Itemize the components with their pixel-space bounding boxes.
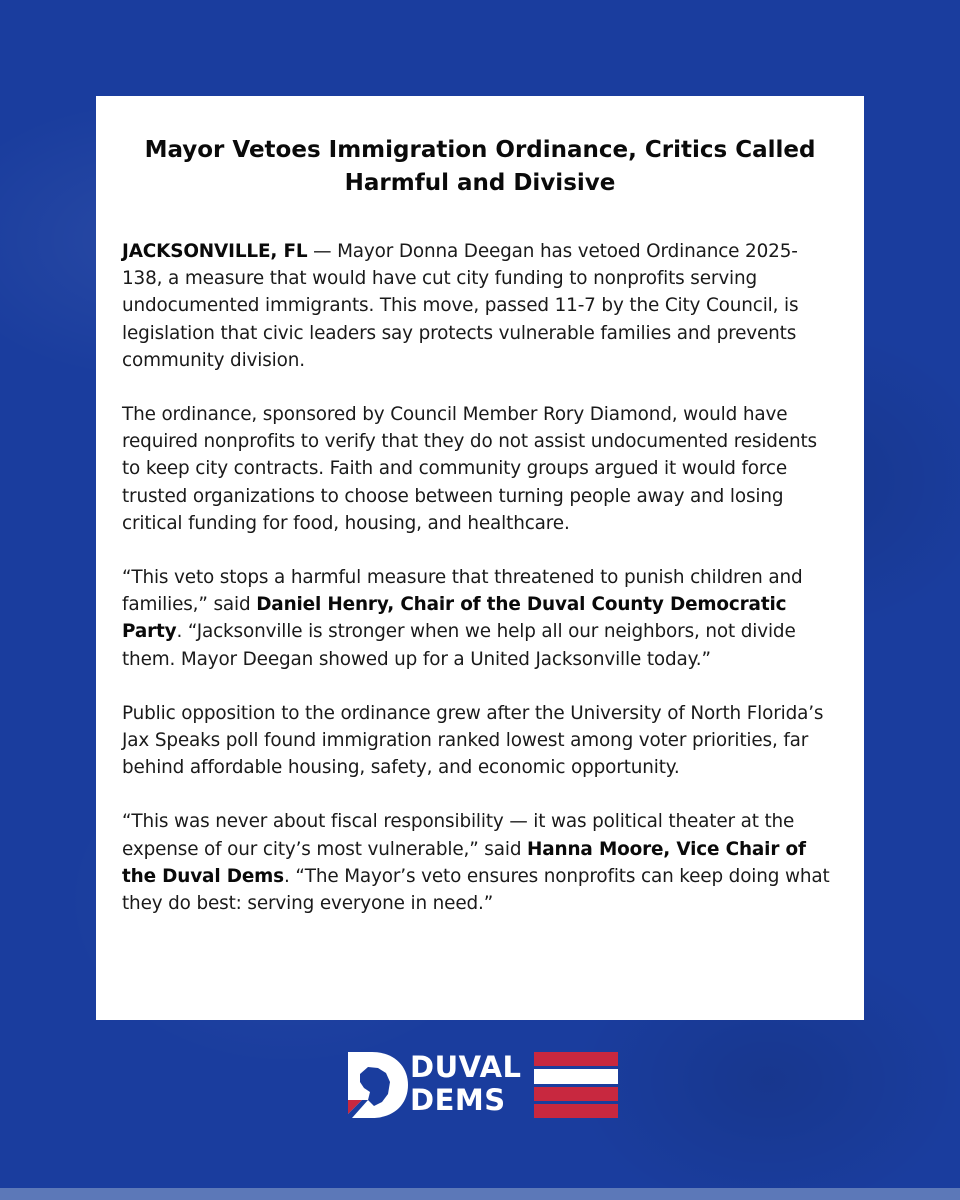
paragraph-5-quote-start: “This was never about fiscal responsibility — it was political theater at the expense of our city’s most vulnerable,” said (122, 811, 795, 860)
paragraph-4 (122, 700, 838, 782)
speaker-hanna-moore: Hanna Moore, Vice Chair of the Duval Dems (122, 838, 806, 887)
striped-flag-icon (534, 1052, 618, 1118)
bottom-strip (0, 1188, 960, 1200)
duval-dems-logo (348, 1052, 618, 1122)
paragraph-2-text: The ordinance, sponsored by Council Member Rory Diamond, would have required nonprofits to verify that they do not assist undocumented residents to keep city contracts. Faith and community groups argued it would force trusted organizations to choose between turning people away and losing critical funding for food, housing, and healthcare. (122, 404, 817, 534)
press-release-card (96, 96, 864, 1020)
paragraph-1 (122, 238, 838, 374)
paragraph-1-text: — Mayor Donna Deegan has vetoed Ordinance 2025-138, a measure that would have cut city funding to nonprofits serving undocumented immigrants. This move, passed 11-7 by the City Council, is legislation that civic leaders say protects vulnerable families and prevents community division. (122, 241, 799, 371)
speaker-daniel-henry: Daniel Henry, Chair of the Duval County Democratic Party (122, 594, 787, 643)
paragraph-3-quote-start: “This veto stops a harmful measure that threatened to punish children and families,” said (122, 567, 803, 616)
paragraph-4-text: Public opposition to the ordinance grew after the University of North Florida’s Jax Speaks poll found immigration ranked lowest among voter priorities, far behind affordable housing, safety, and economic opportunity. (122, 702, 824, 779)
paragraph-5 (122, 808, 838, 917)
paragraph-5-quote-end: . “The Mayor’s veto ensures nonprofits can keep doing what they do best: serving everyone in need.” (122, 865, 830, 915)
duval-county-d-icon (348, 1052, 408, 1118)
logo-word-duval: DUVAL (410, 1050, 522, 1084)
paragraph-3 (122, 564, 838, 673)
paragraph-2 (122, 401, 838, 537)
dateline: JACKSONVILLE, FL (122, 241, 308, 262)
logo-word-dems: DEMS (410, 1083, 506, 1117)
headline: Mayor Vetoes Immigration Ordinance, Critics Called Harmful and Divisive (144, 137, 816, 196)
paragraph-3-quote-end: . “Jacksonville is stronger when we help all our neighbors, not divide them. Mayor Deegan showed up for a United Jacksonville today.” (122, 621, 796, 670)
